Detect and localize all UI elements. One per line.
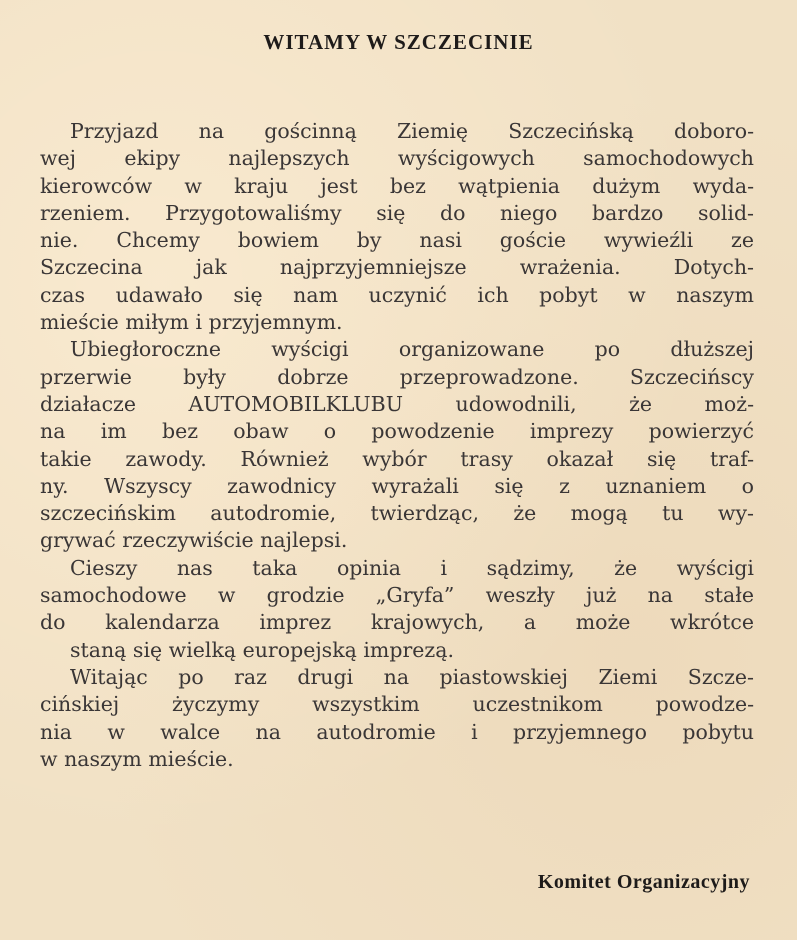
paragraph-2 xyxy=(40,336,754,554)
text-line: na im bez obaw o powodzenie imprezy powierzyć xyxy=(40,419,754,444)
text-line: mieście miłym i przyjemnym. xyxy=(40,310,343,335)
text-line: działacze AUTOMOBILKLUBU udowodnili, że moż- xyxy=(40,391,754,416)
text-line: nie. Chcemy bowiem by nasi goście wywieźli ze xyxy=(40,228,754,253)
text-line: Witając po raz drugi na piastowskiej Ziemi Szcze- xyxy=(70,664,754,689)
text-line: wej ekipy najlepszych wyścigowych samochodowych xyxy=(40,146,754,171)
text-line: nia w walce na autodromie i przyjemnego pobytu xyxy=(40,719,754,744)
paragraph-1 xyxy=(40,118,754,336)
text-line: takie zawody. Również wybór trasy okazał się traf- xyxy=(40,446,754,471)
text-line: samochodowe w grodzie „Gryfa” weszły już na stałe xyxy=(40,583,754,608)
text-line: w naszym mieście. xyxy=(40,746,234,771)
text-line: kierowców w kraju jest bez wątpienia dużym wyda- xyxy=(40,173,754,198)
text-line: grywać rzeczywiście najlepsi. xyxy=(40,528,348,553)
text-line: do kalendarza imprez krajowych, a może wkrótce xyxy=(40,610,754,635)
signature: Komitet Organizacyjny xyxy=(537,871,750,893)
text-line: Cieszy nas taka opinia i sądzimy, że wyścigi xyxy=(70,555,754,580)
text-line: przerwie były dobrze przeprowadzone. Szczecińscy xyxy=(40,364,754,389)
text-line: ny. Wszyscy zawodnicy wyrażali się z uznaniem o xyxy=(40,473,754,498)
text-line: staną się wielką europejską imprezą. xyxy=(70,637,454,662)
text-line: Szczecina jak najprzyjemniejsze wrażenia. Dotych- xyxy=(40,255,754,280)
text-line: Ubiegłoroczne wyścigi organizowane po dłuższej xyxy=(70,337,754,362)
article-title: WITAMY W SZCZECINIE xyxy=(263,30,534,54)
paragraph-3 xyxy=(40,555,754,664)
text-line: Przyjazd na gościnną Ziemię Szczecińską doboro- xyxy=(70,119,754,143)
text-line: szczecińskim autodromie, twierdząc, że mogą tu wy- xyxy=(40,501,754,526)
text-line: czas udawało się nam uczynić ich pobyt w naszym xyxy=(40,282,754,307)
text-line: rzeniem. Przygotowaliśmy się do niego bardzo solid- xyxy=(40,200,754,225)
article-body xyxy=(40,118,754,773)
paragraph-4 xyxy=(40,664,754,773)
text-line: cińskiej życzymy wszystkim uczestnikom powodze- xyxy=(40,692,754,717)
